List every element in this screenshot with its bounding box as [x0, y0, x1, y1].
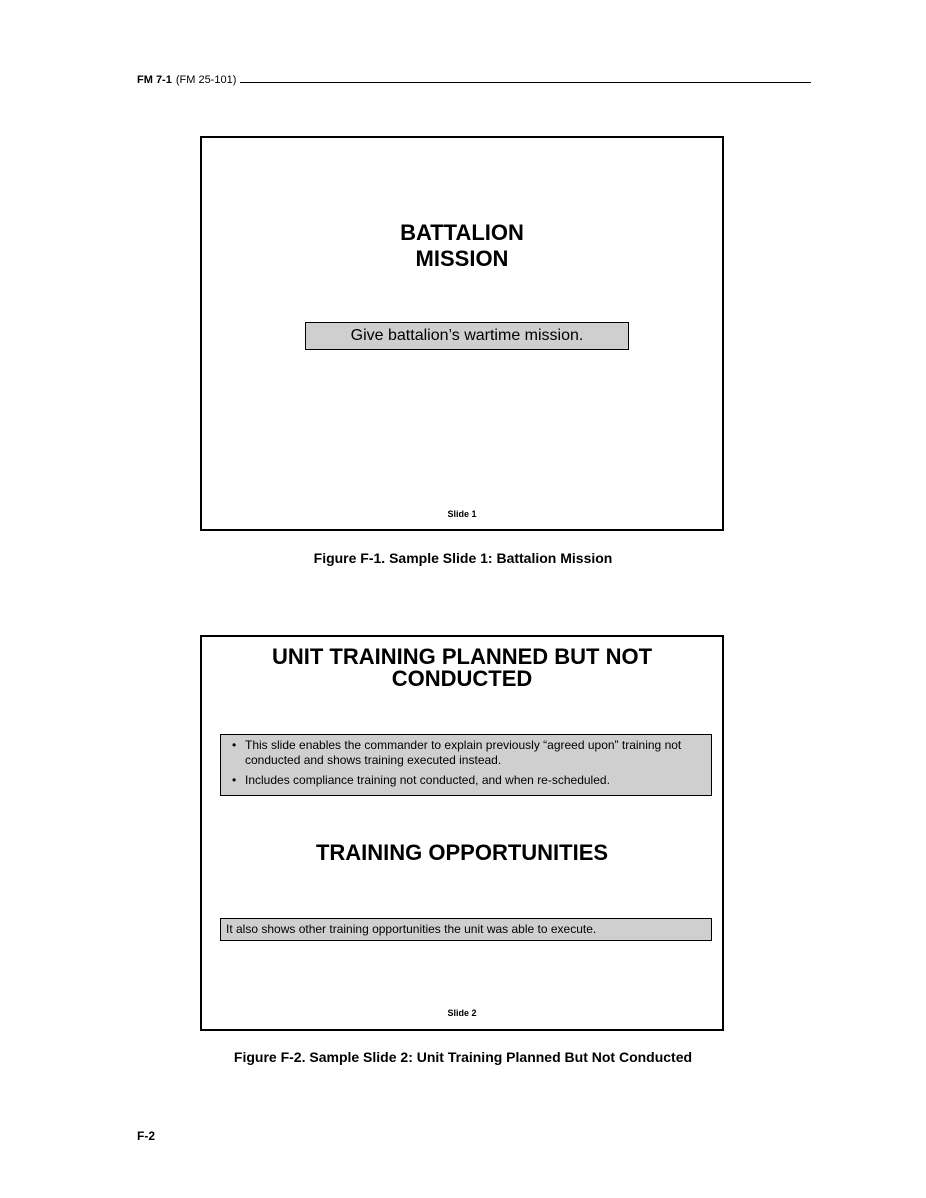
figure-f2-caption: Figure F-2. Sample Slide 2: Unit Training Planned But Not Conducted — [233, 1049, 693, 1065]
slide2-subtitle: TRAINING OPPORTUNITIES — [315, 840, 609, 865]
bullet-icon: • — [232, 773, 237, 787]
bullet-text: Includes compliance training not conducted, and when re-scheduled. — [245, 773, 610, 787]
slide1-title-line-2: MISSION — [415, 246, 509, 271]
slide1-title-line-1: BATTALION — [400, 220, 524, 245]
slide2-bullet-callout — [220, 734, 712, 796]
bullet-text: This slide enables the commander to explain previously “agreed upon” training not conducted and shows training executed instead. — [245, 738, 682, 767]
page-number: F-2 — [137, 1129, 155, 1143]
slide1-title — [202, 220, 722, 272]
sample-slide-2 — [200, 635, 724, 1031]
slide2-title-line-1: UNIT TRAINING PLANNED BUT NOT — [271, 644, 653, 669]
slide1-label: Slide 1 — [447, 509, 477, 519]
slide2-label: Slide 2 — [447, 1008, 477, 1018]
bullet-icon: • — [232, 738, 237, 752]
list-item — [227, 738, 705, 768]
figure-f1-caption: Figure F-1. Sample Slide 1: Battalion Mission — [313, 550, 613, 566]
header-rule — [240, 82, 811, 83]
slide2-title-line-2: CONDUCTED — [391, 666, 533, 691]
slide1-mission-callout: Give battalion’s wartime mission. — [305, 322, 629, 350]
superseded-document-id: (FM 25-101) — [175, 74, 237, 86]
slide2-title — [202, 646, 722, 690]
list-item — [227, 773, 705, 788]
running-header — [137, 74, 811, 86]
document-id: FM 7-1 — [137, 74, 172, 86]
sample-slide-1 — [200, 136, 724, 531]
slide2-bullet-list — [227, 738, 705, 788]
slide2-opportunities-callout: It also shows other training opportunities the unit was able to execute. — [220, 918, 712, 941]
